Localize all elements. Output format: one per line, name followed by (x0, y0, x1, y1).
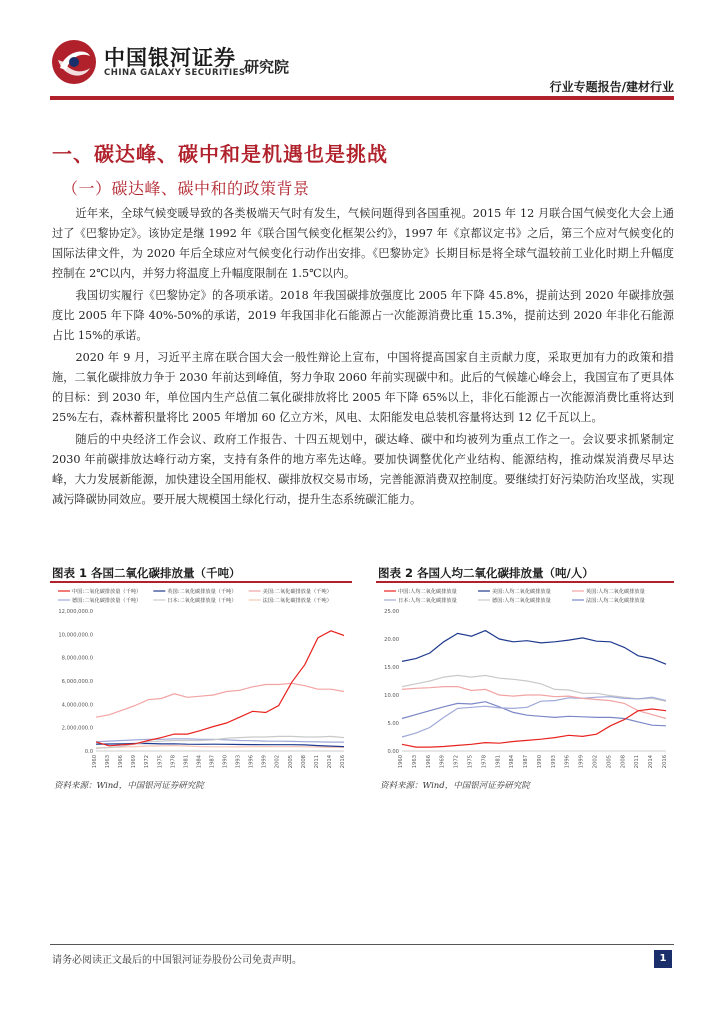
series-line (96, 683, 344, 717)
institute-label: 研究院 (244, 58, 290, 76)
x-tick-label: 2005 (287, 755, 294, 769)
x-tick-label: 1960 (398, 755, 404, 769)
figure-1-title: 图表 1 各国二氧化碳排放量（千吨） (52, 566, 241, 580)
x-tick-label: 2016 (340, 755, 346, 769)
galaxy-logo-icon (50, 38, 98, 86)
figure-2-source: 资料来源：Wind，中国银河证券研究院 (380, 781, 530, 791)
x-tick-label: 2014 (648, 755, 655, 769)
x-tick-label: 1969 (131, 755, 138, 769)
paragraph: 近年来，全球气候变暖导致的各类极端天气时有发生，气候问题得到各国重视。2015 年 12 月联合国气候变化大会上通过了《巴黎协定》。该协定是继 1992 年《联合国气候变化框架公约》，1997 年《京都议定书》之后，第三个应对气候变化的国际法律文件，为 2020 年后全球应对气候变化行动作出安排。《巴黎协定》长期目标是将全球气温较前工业化时期上升幅度控制在 2℃以内，并努力将温度上升幅度限制在 1.5℃以内。 (52, 207, 674, 280)
x-tick-label: 2002 (592, 755, 599, 769)
legend-label: 英国:人均二氧化碳排放量 (586, 589, 645, 595)
paragraph: 随后的中央经济工作会议、政府工作报告、十四五规划中，碳达峰、碳中和均被列为重点工作之一。会议要求抓紧制定 2030 年前碳排放达峰行动方案，支持有条件的地方率先达峰。要加快调整优化产业结构、能源结构，推动煤炭消费尽早达峰，大力发展新能源，加快建设全国用能权、碳排放权交易市场，完善能源消费双控制度。要继续打好污染防治攻坚战，实现减污降碳协同效应。要开展大规模国土绿化行动，提升生态系统碳汇能力。 (52, 433, 674, 506)
y-tick-label: 2,000,000.0 (61, 725, 93, 732)
series-line (402, 697, 666, 737)
legend-label: 法国:二氧化碳排放量（千吨） (262, 598, 332, 604)
x-tick-label: 1978 (481, 755, 488, 769)
legend-label: 日本:二氧化碳排放量（千吨） (167, 598, 237, 604)
y-tick-label: 15.00 (384, 665, 399, 671)
x-tick-label: 1963 (411, 755, 418, 769)
legend-label: 中国:二氧化碳排放量（千吨） (72, 589, 142, 595)
x-tick-label: 1963 (105, 755, 112, 769)
legend-label: 中国:人均二氧化碳排放量 (398, 589, 457, 595)
legend-label: 法国:人均二氧化碳排放量 (586, 598, 645, 604)
figure-2-title: 图表 2 各国人均二氧化碳排放量（吨/人） (378, 566, 594, 580)
legend-label: 德国:人均二氧化碳排放量 (492, 598, 551, 604)
figure-2-chart (376, 583, 674, 777)
legend-label: 英国:二氧化碳排放量（千吨） (167, 589, 237, 595)
y-tick-label: 5.00 (387, 721, 399, 727)
x-tick-label: 1993 (235, 755, 242, 769)
x-tick-label: 2011 (313, 755, 320, 769)
x-tick-label: 1960 (92, 755, 98, 769)
legend-label: 日本:人均二氧化碳排放量 (398, 598, 457, 604)
x-tick-label: 2014 (326, 755, 333, 769)
x-tick-label: 2011 (634, 755, 641, 769)
section-heading: 一、碳达峰、碳中和是机遇也是挑战 (52, 142, 388, 166)
x-tick-label: 1972 (453, 755, 460, 769)
y-tick-label: 4,000,000.0 (61, 702, 93, 709)
x-tick-label: 1972 (144, 755, 151, 769)
series-line (96, 631, 344, 746)
company-name-cn: 中国银河证券 (104, 46, 236, 70)
x-tick-label: 1966 (425, 755, 432, 769)
x-tick-label: 1990 (536, 755, 543, 769)
x-tick-label: 2008 (620, 755, 627, 769)
x-tick-label: 1993 (550, 755, 557, 769)
x-tick-label: 1975 (157, 755, 164, 769)
y-tick-label: 25.00 (384, 609, 399, 615)
y-tick-label: 0.0 (84, 749, 93, 755)
x-tick-label: 1981 (495, 755, 502, 769)
x-tick-label: 2016 (662, 755, 668, 769)
series-line (402, 702, 666, 726)
y-tick-label: 0.00 (387, 749, 399, 755)
series-line (402, 709, 666, 747)
y-tick-label: 6,000,000.0 (61, 679, 93, 685)
x-tick-label: 2002 (274, 755, 281, 769)
footer-disclaimer: 请务必阅读正文最后的中国银河证券股份公司免责声明。 (52, 955, 302, 966)
body-text (52, 204, 674, 510)
subsection-heading: （一）碳达峰、碳中和的政策背景 (62, 179, 310, 198)
x-tick-label: 2005 (606, 755, 613, 769)
x-tick-label: 2008 (300, 755, 307, 769)
x-tick-label: 1966 (118, 755, 125, 769)
x-tick-label: 1969 (439, 755, 446, 769)
x-tick-label: 1999 (261, 755, 268, 769)
header-divider (50, 96, 674, 100)
x-tick-label: 1975 (467, 755, 474, 769)
paragraph: 我国切实履行《巴黎协定》的各项承诺。2018 年我国碳排放强度比 2005 年下降 45.8%，提前达到 2020 年碳排放强度比 2005 年下降 40%-50%的承诺，2019 年我国非化石能源占一次能源消费比重 15.3%，提前达到 2020 年非化石能源占比 15%的承诺。 (52, 289, 674, 342)
x-tick-label: 1987 (209, 755, 216, 769)
y-tick-label: 10.00 (384, 693, 399, 699)
x-tick-label: 1984 (196, 755, 203, 769)
y-tick-label: 12,000,000.0 (58, 609, 93, 615)
x-tick-label: 1981 (183, 755, 190, 769)
x-tick-label: 1987 (523, 755, 530, 769)
x-tick-label: 1990 (222, 755, 229, 769)
x-tick-label: 1996 (564, 755, 571, 769)
x-tick-label: 1978 (170, 755, 177, 769)
series-line (402, 687, 666, 719)
footer-divider (50, 944, 674, 945)
y-tick-label: 10,000,000.0 (58, 632, 93, 639)
series-line (402, 675, 666, 701)
report-type-label: 行业专题报告/建材行业 (549, 80, 674, 94)
series-line (96, 746, 344, 748)
figure-1-source: 资料来源：Wind，中国银河证券研究院 (54, 781, 204, 791)
page-number: 1 (654, 950, 672, 968)
y-tick-label: 8,000,000.0 (61, 655, 93, 662)
paragraph: 2020 年 9 月，习近平主席在联合国大会一般性辩论上宣布，中国将提高国家自主贡献力度，采取更加有力的政策和措施，二氧化碳排放力争于 2030 年前达到峰值，努力争取 2060 年前实现碳中和。此后的气候雄心峰会上，我国宣布了更具体的目标：到 2030 年，单位国内生产总值二氧化碳排放将比 2005 年下降 65%以上，非化石能源占一次能源消费比重将达到 25%左右，森林蓄积量将比 2005 年增加 60 亿立方米，风电、太阳能发电总装机容量将达到 12 亿千瓦以上。 (52, 351, 674, 424)
legend-label: 美国:人均二氧化碳排放量 (492, 589, 551, 595)
figure-1-chart (50, 583, 352, 777)
x-tick-label: 1984 (509, 755, 516, 769)
x-tick-label: 1996 (248, 755, 255, 769)
legend-label: 美国:二氧化碳排放量（千吨） (262, 589, 332, 595)
x-tick-label: 1999 (578, 755, 585, 769)
series-line (402, 631, 666, 665)
company-name-en: CHINA GALAXY SECURITIES (104, 68, 246, 78)
y-tick-label: 20.00 (384, 637, 399, 643)
legend-label: 德国:二氧化碳排放量（千吨） (72, 598, 142, 604)
